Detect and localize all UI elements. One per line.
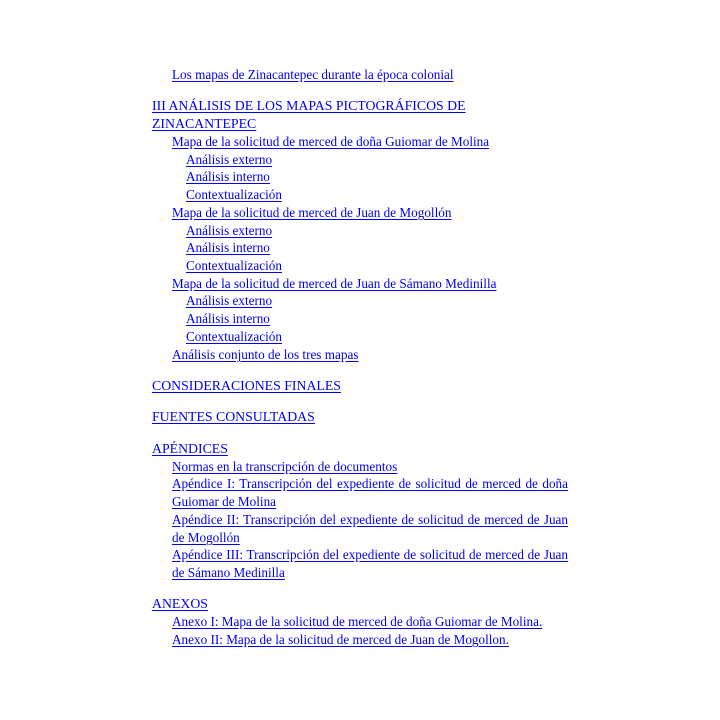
toc-entry-annex-1 <box>172 613 542 631</box>
toc-entry-appendix-3 <box>172 546 568 582</box>
toc-entry-map-samano-external <box>186 292 272 310</box>
toc-entry-appendix-2 <box>172 511 568 547</box>
toc-entry-joint-analysis <box>172 346 358 364</box>
toc-link[interactable]: Análisis externo <box>186 223 273 238</box>
toc-entry-map-samano <box>172 275 496 293</box>
toc-entry-final-considerations <box>152 377 341 395</box>
toc-link[interactable]: Análisis externo <box>186 152 273 167</box>
toc-link[interactable]: Análisis interno <box>186 240 270 255</box>
toc-entry-annexes <box>152 595 208 613</box>
toc-entry-norms <box>172 458 397 476</box>
toc-link[interactable]: APÉNDICES <box>152 441 228 456</box>
toc-link[interactable]: Apéndice II: Transcripción del expediente de solicitud de merced de Juan de Mogollón <box>172 512 568 545</box>
toc-link[interactable]: Normas en la transcripción de documentos <box>172 459 398 474</box>
toc-entry-map-guiomar-internal <box>186 168 270 186</box>
toc-link[interactable]: Mapa de la solicitud de merced de Juan de Mogollón <box>172 205 452 220</box>
toc-entry-map-mogollon-context <box>186 257 282 275</box>
toc-link[interactable]: Contextualización <box>186 258 282 273</box>
toc-entry-zinacantepec-colonial <box>172 66 454 84</box>
toc-entry-map-mogollon-external <box>186 222 272 240</box>
toc-entry-map-mogollon-internal <box>186 239 270 257</box>
toc-link[interactable]: CONSIDERACIONES FINALES <box>152 378 341 393</box>
toc-link[interactable]: Contextualización <box>186 329 282 344</box>
toc-entry-appendices <box>152 440 228 458</box>
toc-link[interactable]: Mapa de la solicitud de merced de doña Guiomar de Molina <box>172 134 490 149</box>
toc-link[interactable]: Análisis interno <box>186 169 270 184</box>
toc-link[interactable]: FUENTES CONSULTADAS <box>152 409 315 424</box>
toc-entry-map-guiomar <box>172 133 489 151</box>
toc-entry-sources <box>152 408 315 426</box>
toc-link[interactable]: Apéndice I: Transcripción del expediente de solicitud de merced de doña Guiomar de Molina <box>172 476 568 509</box>
toc-entry-map-samano-internal <box>186 310 270 328</box>
toc-link[interactable]: Análisis externo <box>186 293 273 308</box>
toc-link[interactable]: Anexo II: Mapa de la solicitud de merced de Juan de Mogollon. <box>172 632 509 647</box>
toc-link[interactable]: Anexo I: Mapa de la solicitud de merced de doña Guiomar de Molina. <box>172 614 543 629</box>
toc-entry-map-mogollon <box>172 204 451 222</box>
toc-link[interactable]: Los mapas de Zinacantepec durante la época colonial <box>172 67 454 82</box>
toc-link[interactable]: Análisis interno <box>186 311 270 326</box>
toc-link[interactable]: Análisis conjunto de los tres mapas <box>172 347 359 362</box>
toc-link[interactable]: Mapa de la solicitud de merced de Juan de Sámano Medinilla <box>172 276 497 291</box>
toc-entry-map-samano-context <box>186 328 282 346</box>
toc-link[interactable]: Apéndice III: Transcripción del expediente de solicitud de merced de Juan de Sámano Medinilla <box>172 547 568 580</box>
toc-link[interactable]: ZINACANTEPEC <box>152 116 257 131</box>
toc-entry-section-3-cont <box>152 115 256 133</box>
toc-entry-map-guiomar-external <box>186 151 272 169</box>
toc-entry-appendix-1 <box>172 475 568 511</box>
toc-entry-map-guiomar-context <box>186 186 282 204</box>
toc-entry-section-3 <box>152 97 466 115</box>
toc-entry-annex-2 <box>172 631 509 649</box>
toc-link[interactable]: ANEXOS <box>152 596 208 611</box>
toc-link[interactable]: Contextualización <box>186 187 282 202</box>
toc-link[interactable]: III ANÁLISIS DE LOS MAPAS PICTOGRÁFICOS DE <box>152 98 466 113</box>
